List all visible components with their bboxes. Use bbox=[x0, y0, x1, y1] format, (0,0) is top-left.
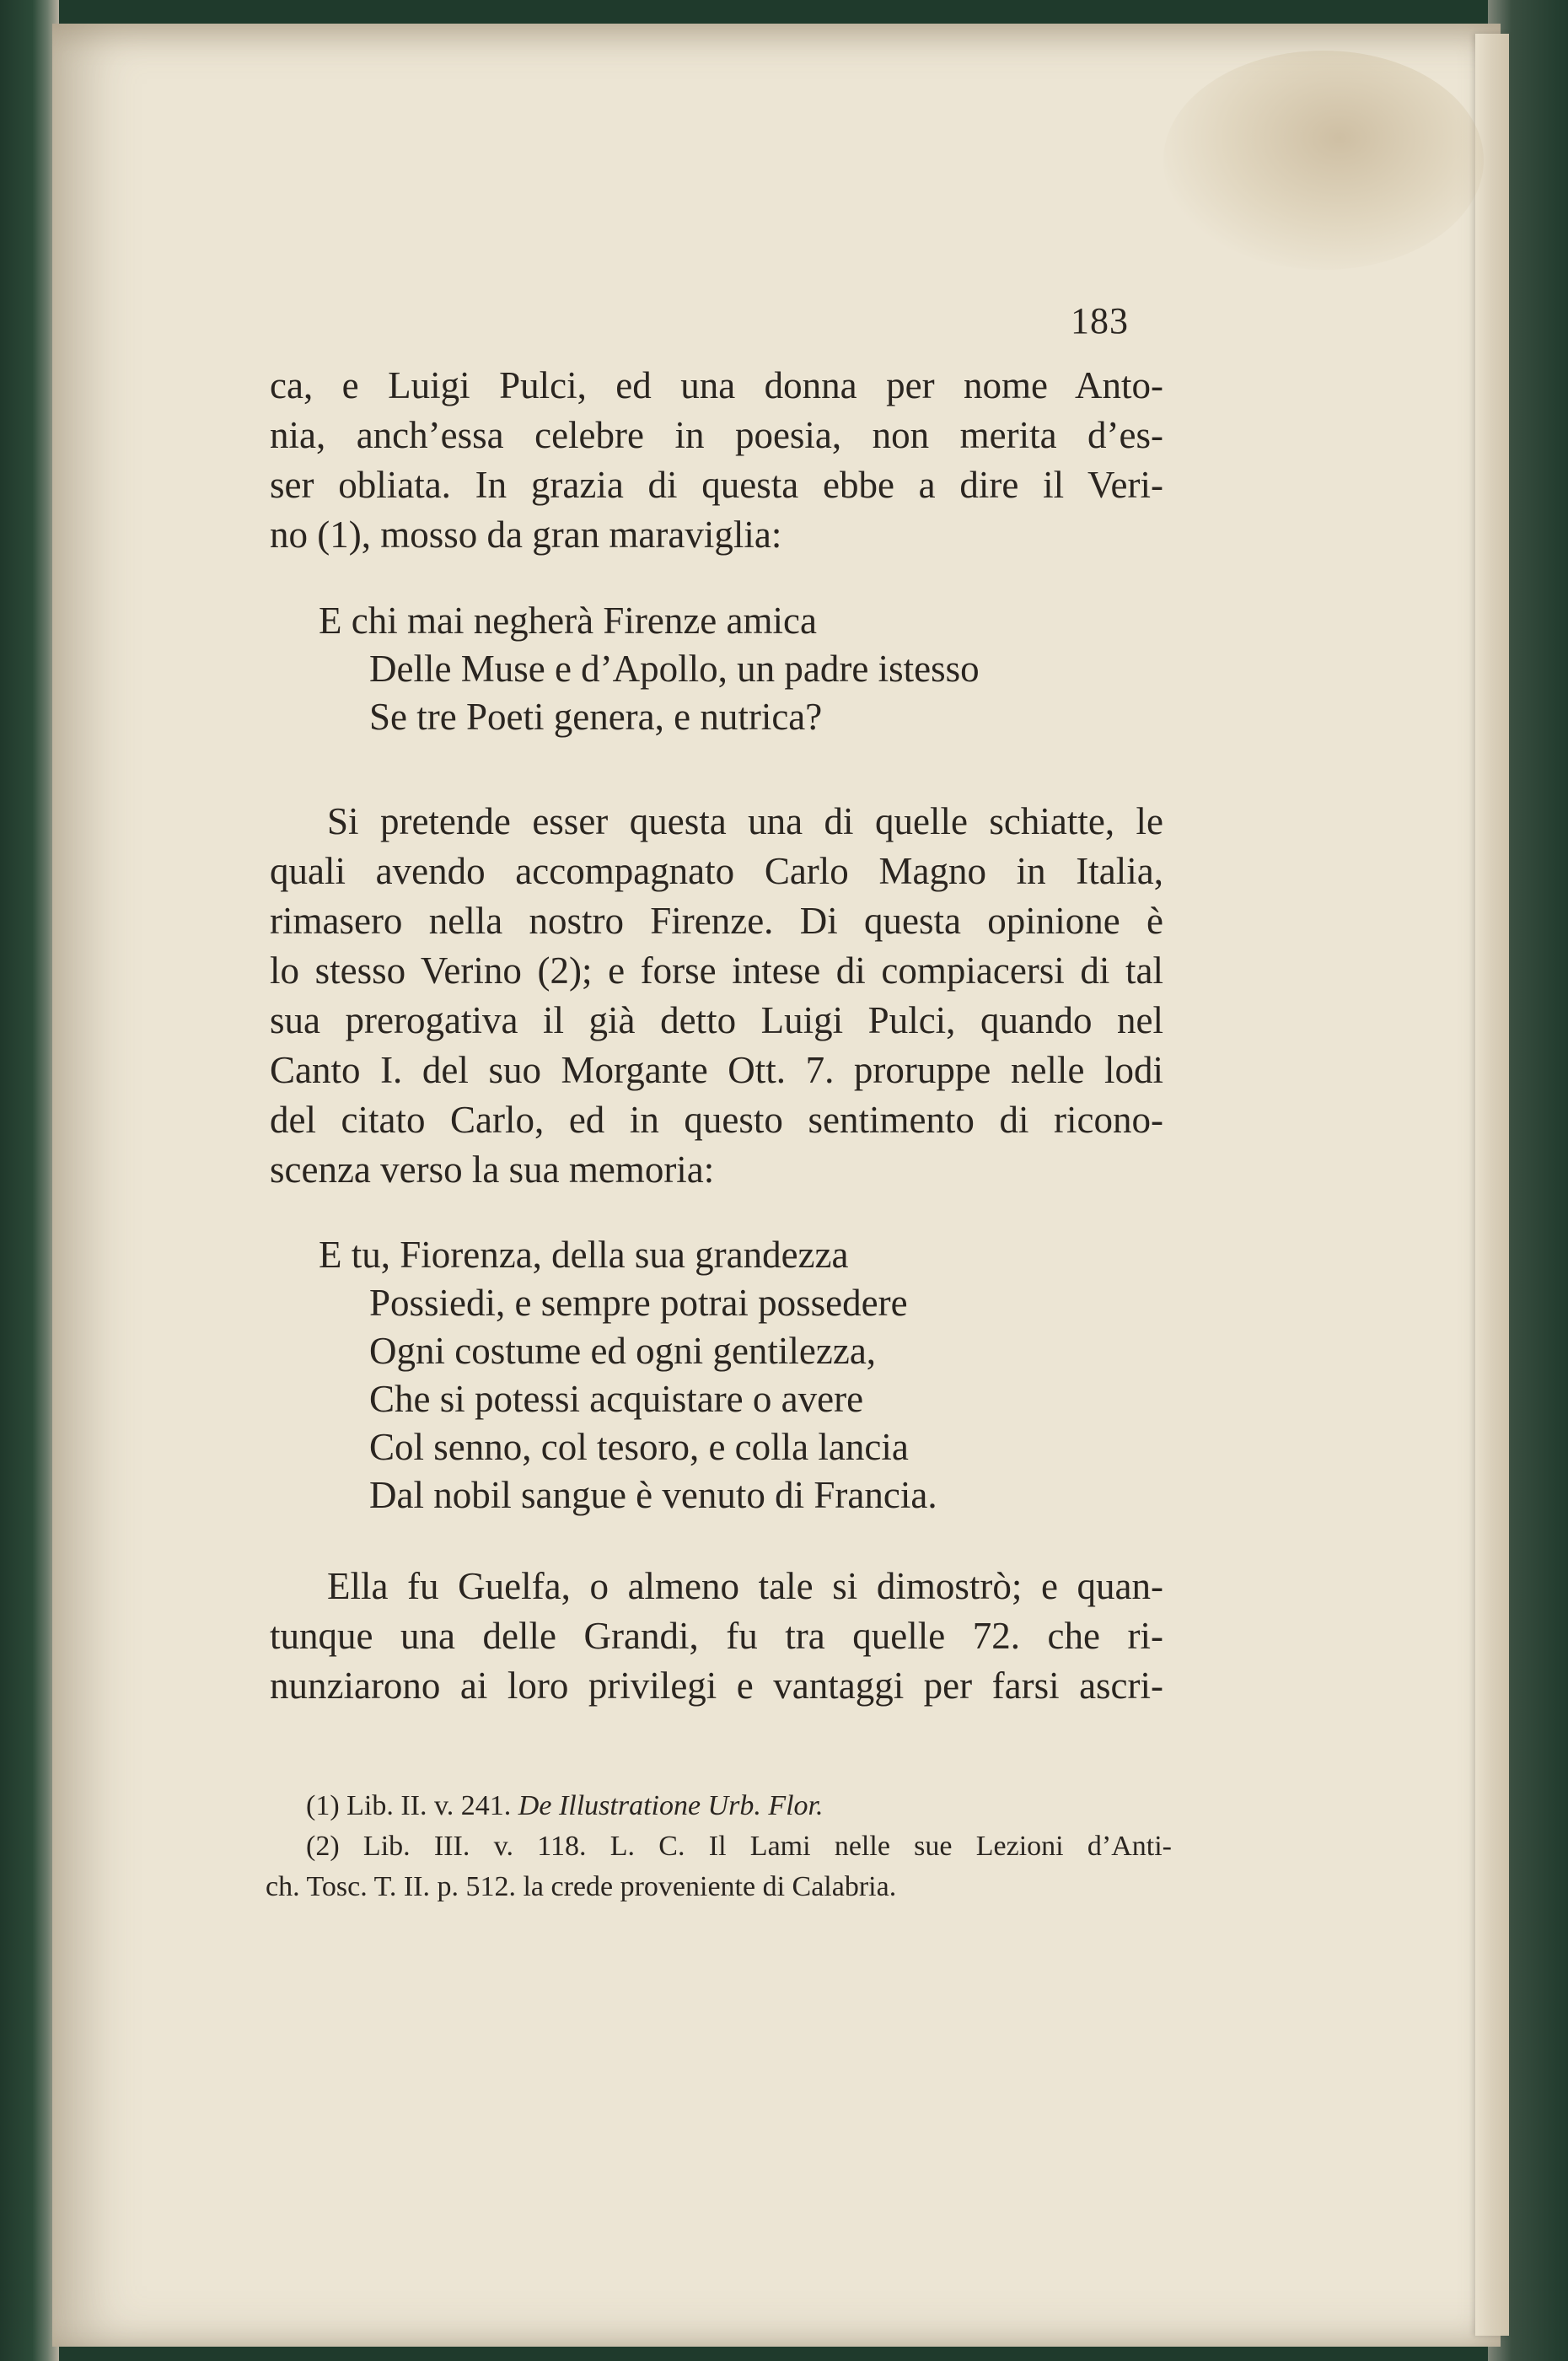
text-line: nia, anch’essa celebre in poesia, non merita d’es- bbox=[270, 414, 1163, 456]
footnote-1-ref: (1) Lib. II. v. 241. bbox=[306, 1790, 512, 1821]
text-line: Si pretende esser questa una di quelle schiatte, le bbox=[327, 800, 1163, 842]
text-line: quali avendo accompagnato Carlo Magno in Italia, bbox=[270, 850, 1163, 892]
text-line: no (1), mosso da gran maraviglia: bbox=[270, 514, 782, 556]
footnote-1-title: De Illustratione Urb. Flor. bbox=[518, 1790, 824, 1821]
book-cover-left bbox=[0, 0, 59, 2361]
footnote-2-line: (2) Lib. III. v. 118. L. C. Il Lami nelle sue Lezioni d’Anti- bbox=[306, 1831, 1172, 1862]
text-line: Canto I. del suo Morgante Ott. 7. proruppe nelle lodi bbox=[270, 1049, 1163, 1091]
verse-line: Che si potessi acquistare o avere bbox=[369, 1378, 864, 1420]
text-line: ca, e Luigi Pulci, ed una donna per nome Anto- bbox=[270, 364, 1163, 406]
verse-line: Possiedi, e sempre potrai possedere bbox=[369, 1282, 908, 1324]
text-line: rimasero nella nostro Firenze. Di questa opinione è bbox=[270, 900, 1163, 942]
text-line: ser obliata. In grazia di questa ebbe a dire il Veri- bbox=[270, 464, 1163, 506]
text-line: tunque una delle Grandi, fu tra quelle 72. che ri- bbox=[270, 1615, 1163, 1657]
text-line: nunziarono ai loro privilegi e vantaggi per farsi ascri- bbox=[270, 1665, 1163, 1707]
footnote-2-line: ch. Tosc. T. II. p. 512. la crede proveniente di Calabria. bbox=[266, 1871, 897, 1902]
footnote-1 bbox=[266, 1786, 1172, 1826]
page-edge bbox=[1475, 34, 1509, 2336]
text-line: sua prerogativa il già detto Luigi Pulci, quando nel bbox=[270, 999, 1163, 1041]
verse-line: Se tre Poeti genera, e nutrica? bbox=[369, 696, 823, 738]
page-number: 183 bbox=[1071, 300, 1129, 342]
verse-line: Ogni costume ed ogni gentilezza, bbox=[369, 1330, 877, 1372]
verse-line: Col senno, col tesoro, e colla lancia bbox=[369, 1426, 909, 1468]
verse-2 bbox=[319, 1231, 937, 1519]
verse-line: Delle Muse e d’Apollo, un padre istesso bbox=[369, 648, 980, 690]
paragraph-1 bbox=[270, 361, 1163, 560]
verse-1 bbox=[319, 597, 980, 741]
text-line: lo stesso Verino (2); e forse intese di compiacersi di tal bbox=[270, 949, 1163, 992]
verse-line: E chi mai negherà Firenze amica bbox=[319, 600, 817, 642]
text-line: del citato Carlo, ed in questo sentimento di ricono- bbox=[270, 1099, 1163, 1141]
verse-line: E tu, Fiorenza, della sua grandezza bbox=[319, 1234, 849, 1276]
paragraph-3 bbox=[270, 1562, 1163, 1711]
footnotes bbox=[266, 1786, 1172, 1907]
paragraph-2 bbox=[270, 797, 1163, 1195]
verse-line: Dal nobil sangue è venuto di Francia. bbox=[369, 1474, 937, 1516]
text-line: Ella fu Guelfa, o almeno tale si dimostrò; e quan- bbox=[327, 1565, 1163, 1607]
text-line: scenza verso la sua memoria: bbox=[270, 1148, 715, 1191]
foxing-stain bbox=[1163, 51, 1484, 270]
